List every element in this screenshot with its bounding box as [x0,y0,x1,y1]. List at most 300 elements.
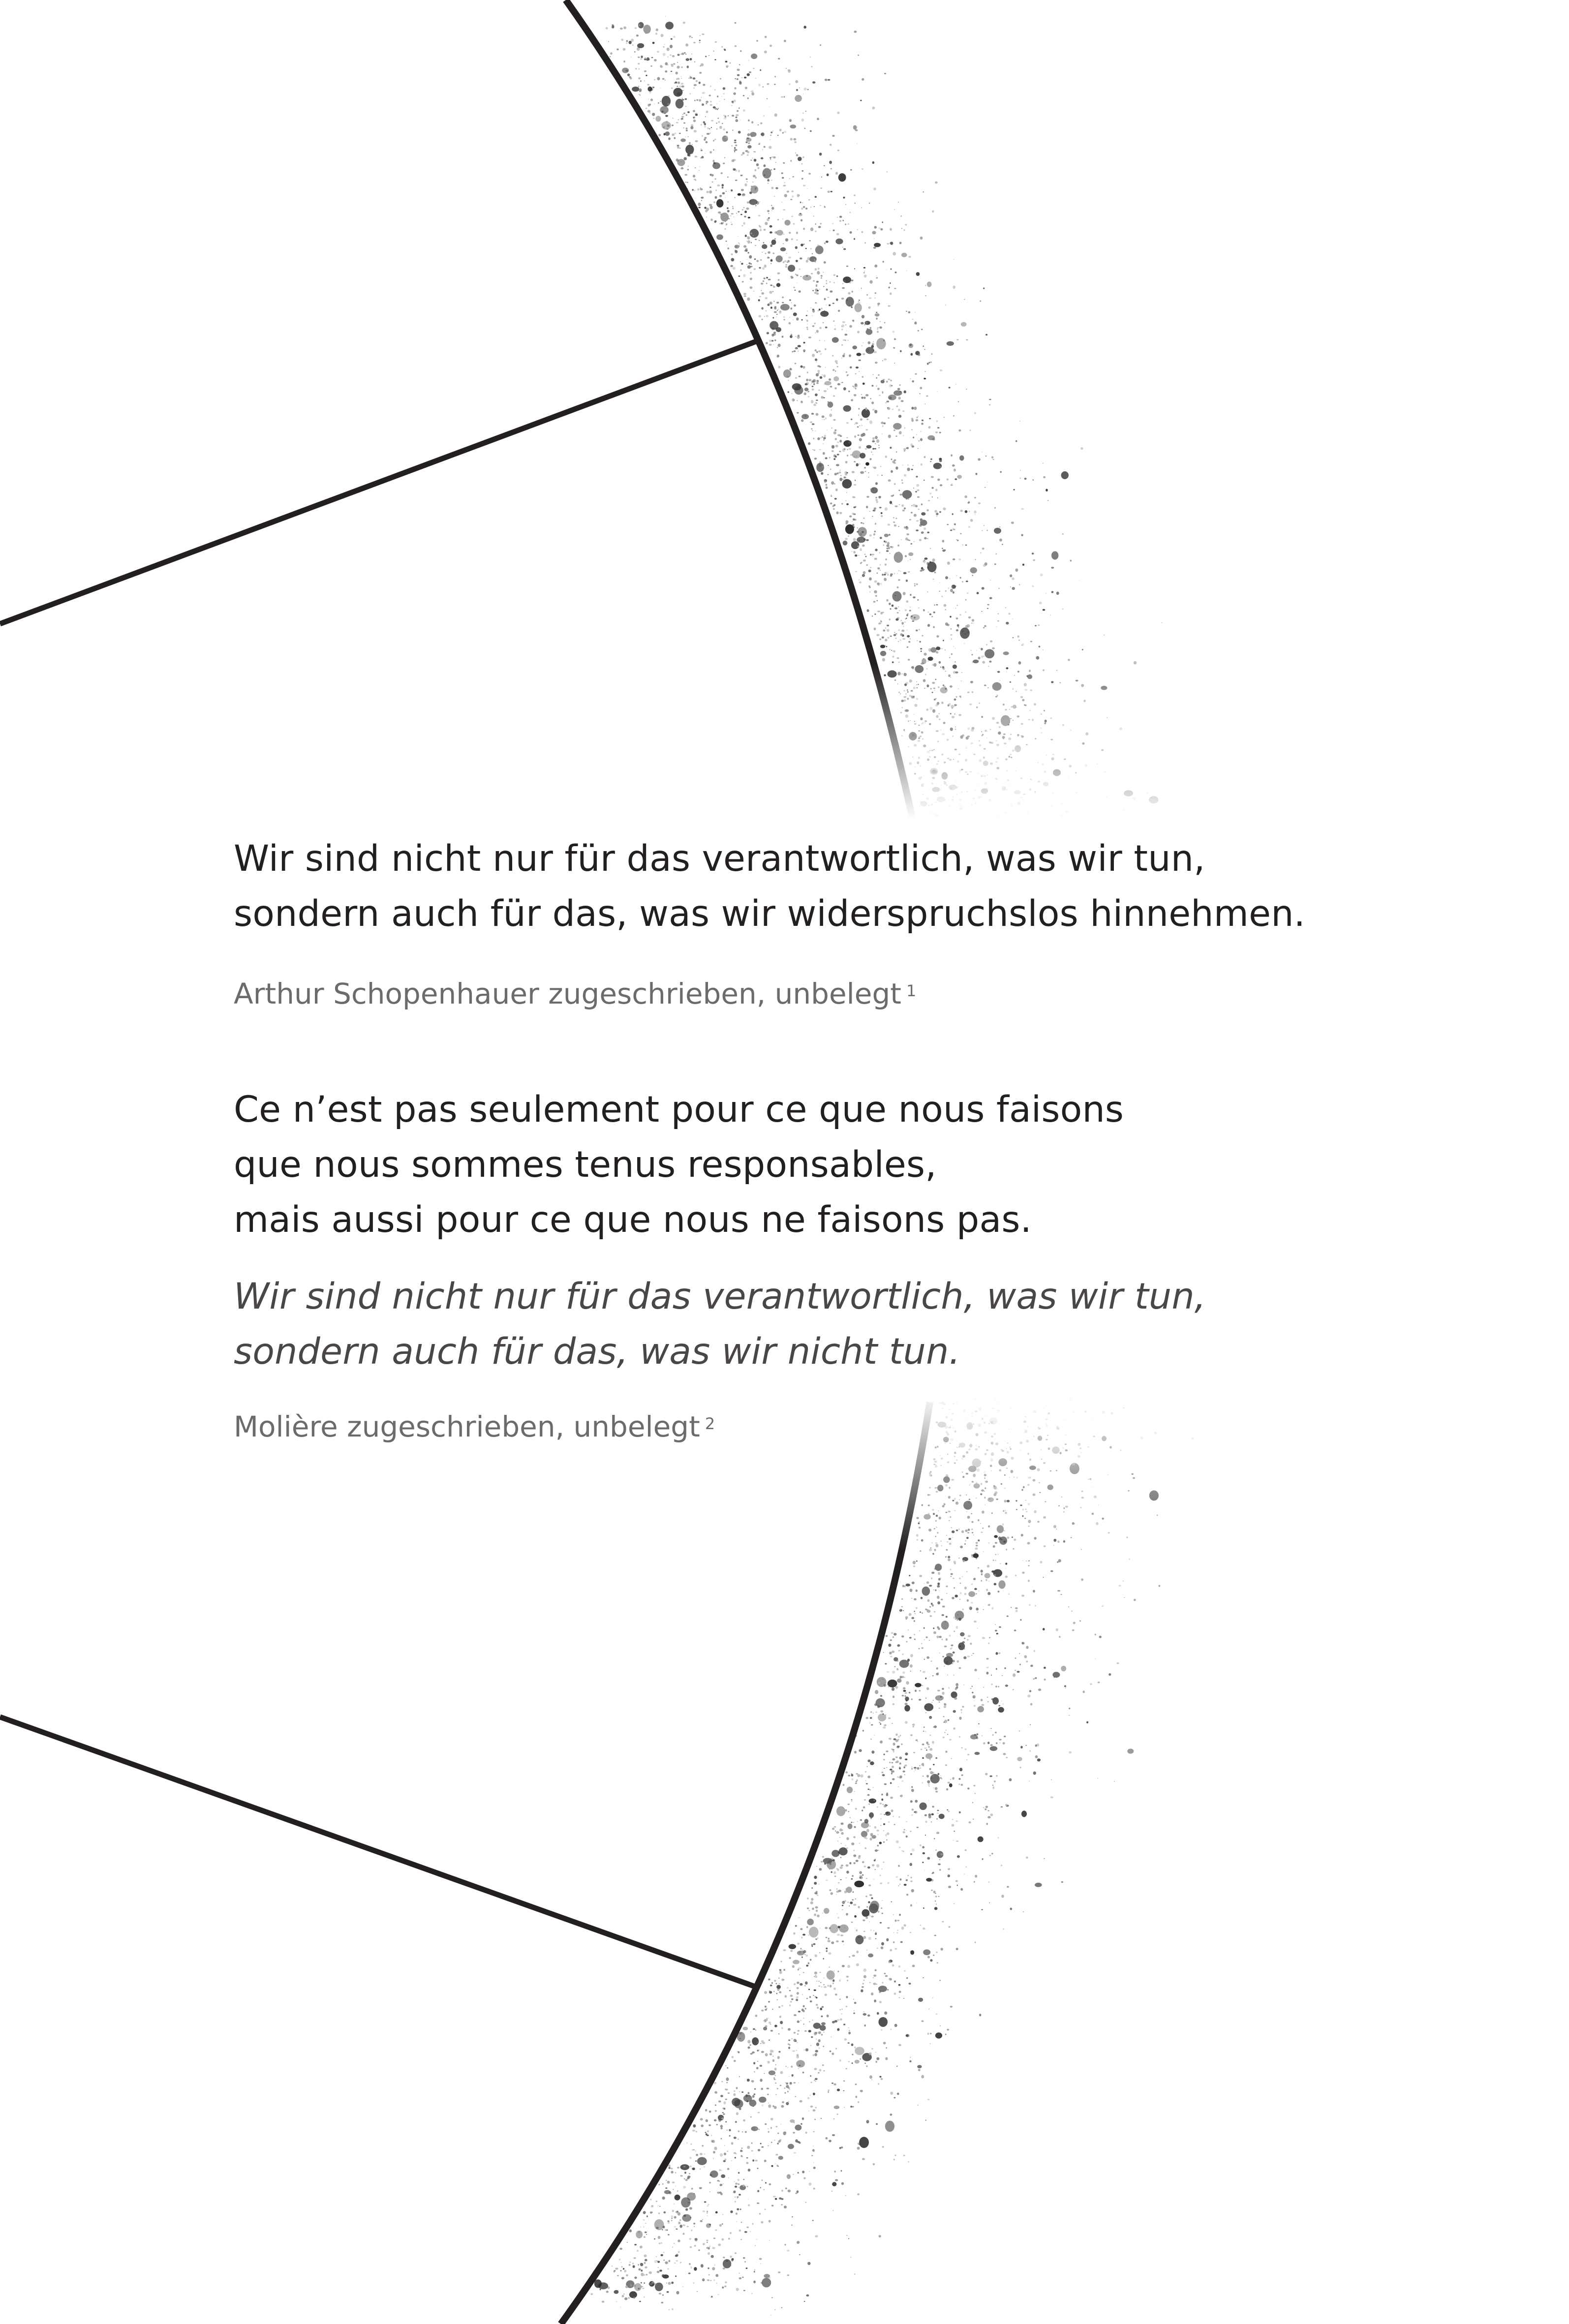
speckle-dot [911,1889,914,1893]
speckle-dot [884,423,886,425]
speckle-dot [922,1846,924,1849]
speckle-dot [732,130,733,131]
speckle-dot [889,618,891,620]
speckle-dot [841,298,844,300]
speckle-dot [950,713,952,714]
speckle-dot [917,489,919,491]
speckle-dot [904,622,906,623]
speckle-dot [643,25,651,33]
speckle-dot [852,345,857,349]
speckle-dot [928,1813,931,1816]
speckle-dot [784,260,787,262]
speckle-dot [702,2219,703,2220]
speckle-dot [1018,661,1021,665]
speckle-dot [820,1982,821,1983]
speckle-dot [856,463,859,466]
speckle-dot [1058,1559,1061,1562]
speckle-dot [892,504,893,505]
speckle-dot [914,1767,917,1769]
speckle-dot [843,541,848,546]
speckle-dot [851,1922,853,1923]
speckle-dot [971,1602,973,1604]
speckle-dot [707,2205,708,2207]
speckle-dot [902,1660,904,1662]
speckle-dot [708,2252,710,2255]
speckle-dot [650,2283,653,2285]
speckle-dot [848,391,850,393]
speckle-dot [918,757,920,759]
speckle-dot [898,397,901,399]
speckle-dot [907,613,909,614]
speckle-dot [904,474,907,477]
speckle-dot [880,1883,882,1884]
speckle-dot [875,595,877,597]
speckle-dot [1127,1749,1134,1754]
speckle-dot [914,541,915,542]
speckle-dot [719,2170,721,2171]
speckle-dot [757,2042,758,2043]
speckle-dot [901,700,904,702]
speckle-dot [979,740,980,742]
speckle-dot [1011,706,1013,707]
speckle-dot [846,2235,848,2236]
speckle-dot [699,99,701,102]
speckle-dot [899,504,900,505]
speckle-dot [643,2274,646,2276]
speckle-dot [902,1653,904,1655]
speckle-dot [1005,1804,1007,1806]
speckle-dot [1161,622,1162,623]
speckle-dot [874,448,877,450]
speckle-dot [951,1576,952,1577]
speckle-dot [694,100,696,101]
speckle-dot [1005,1667,1006,1669]
speckle-dot [848,223,849,224]
speckle-dot [984,730,987,732]
speckle-dot [761,283,763,285]
speckle-dot [852,451,861,459]
speckle-dot [828,401,833,407]
speckle-dot [638,68,640,69]
speckle-dot [889,603,891,605]
speckle-dot [925,403,926,404]
speckle-dot [654,2219,664,2230]
speckle-dot [935,679,937,680]
speckle-dot [988,1604,990,1606]
speckle-dot [852,471,855,473]
speckle-dot [923,1514,930,1520]
speckle-dot [692,2130,695,2132]
speckle-dot [945,1416,948,1419]
speckle-dot [1027,1542,1030,1544]
speckle-dot [927,532,929,534]
speckle-dot [908,746,909,747]
speckle-dot [910,1863,913,1866]
speckle-dot [949,1926,951,1928]
speckle-dot [857,229,858,230]
speckle-dot [921,651,922,652]
speckle-dot [859,463,861,464]
speckle-dot [887,171,888,173]
speckle-dot [874,1999,876,2002]
speckle-dot [674,2226,676,2228]
speckle-dot [937,497,938,498]
speckle-dot [895,1920,897,1922]
speckle-dot [949,818,951,819]
speckle-dot [762,319,763,320]
speckle-dot [831,1941,834,1944]
speckle-dot [788,2047,790,2049]
speckle-dot [695,2238,697,2241]
speckle-dot [803,342,805,343]
speckle-dot [849,1905,850,1906]
speckle-dot [759,225,760,226]
speckle-dot [629,2291,637,2298]
speckle-dot [1021,1595,1024,1597]
speckle-dot [811,380,814,383]
speckle-dot [937,741,939,742]
speckle-dot [1120,1450,1121,1451]
speckle-dot [734,151,735,152]
speckle-dot [835,456,837,458]
speckle-dot [798,2068,800,2069]
speckle-dot [727,2130,728,2131]
speckle-dot [945,1751,947,1753]
speckle-dot [829,230,830,231]
speckle-dot [1095,1658,1096,1659]
speckle-dot [770,263,771,264]
speckle-dot [739,2230,741,2232]
speckle-dot [760,2143,762,2144]
speckle-dot [991,1452,994,1456]
speckle-dot [953,591,954,594]
speckle-dot [843,353,845,355]
speckle-dot [861,78,864,81]
speckle-dot [668,2309,670,2310]
speckle-dot [673,88,682,97]
speckle-dot [732,102,734,103]
speckle-dot [856,1773,858,1774]
speckle-dot [779,310,782,313]
speckle-dot [913,1561,916,1564]
speckle-dot [823,322,824,323]
speckle-dot [1026,744,1027,745]
speckle-dot [623,2268,624,2270]
speckle-dot [1053,1525,1056,1529]
speckle-dot [919,1527,921,1529]
speckle-dot [817,437,820,440]
speckle-dot [804,388,809,391]
speckle-dot [723,2101,726,2104]
speckle-dot [940,484,943,486]
speckle-dot [693,117,695,119]
speckle-dot [706,2239,708,2241]
speckle-dot [915,373,917,375]
speckle-dot [842,479,852,489]
speckle-dot [865,347,874,354]
speckle-dot [845,1772,848,1774]
speckle-dot [730,2256,732,2258]
speckle-dot [945,609,946,611]
speckle-dot [890,1782,892,1784]
speckle-dot [852,2106,854,2108]
speckle-dot [722,2287,724,2289]
speckle-dot [815,2053,817,2056]
speckle-dot [949,1543,952,1545]
speckle-dot [658,102,659,104]
speckle-dot [725,2121,727,2123]
speckle-dot [814,458,817,459]
speckle-dot [848,1811,849,1812]
speckle-dot [965,759,967,761]
speckle-dot [829,1967,830,1968]
speckle-dot [666,128,669,130]
speckle-dot [894,679,896,681]
speckle-dot [661,34,664,37]
speckle-dot [869,578,872,581]
speckle-dot [984,649,994,659]
speckle-dot [644,2283,645,2284]
speckle-dot [942,1921,944,1923]
speckle-dot [874,1735,875,1736]
speckle-dot [1038,781,1040,783]
speckle-dot [1080,1507,1082,1508]
speckle-dot [869,587,870,588]
speckle-dot [832,355,833,357]
speckle-dot [933,749,935,750]
speckle-dot [870,1905,871,1906]
speckle-dot [854,461,856,462]
speckle-dot [797,2241,800,2244]
speckle-dot [848,535,849,537]
speckle-dot [967,1516,970,1519]
speckle-dot [795,2096,797,2097]
speckle-dot [1011,804,1013,807]
speckle-dot [739,2091,740,2092]
speckle-dot [758,84,761,87]
speckle-dot [893,1738,896,1740]
speckle-dot [1081,1491,1083,1492]
speckle-dot [956,1529,958,1531]
speckle-dot [806,2294,809,2296]
speckle-dot [793,2132,795,2134]
speckle-dot [904,450,905,452]
speckle-dot [676,2291,679,2294]
speckle-dot [958,1529,960,1530]
speckle-dot [741,154,743,155]
speckle-dot [904,526,906,529]
speckle-dot [899,242,902,244]
speckle-dot [831,191,832,192]
speckle-dot [898,662,900,663]
speckle-dot [733,92,736,95]
speckle-dot [1048,1447,1050,1450]
speckle-dot [1081,1452,1082,1453]
speckle-dot [900,1796,901,1797]
speckle-dot [964,495,967,498]
speckle-dot [957,624,959,627]
speckle-dot [733,99,736,102]
speckle-dot [700,2118,703,2120]
speckle-dot [955,384,956,385]
speckle-dot [837,441,839,443]
speckle-dot [936,1636,939,1638]
speckle-dot [938,1510,939,1511]
speckle-dot [982,548,984,550]
speckle-dot [903,1831,905,1833]
speckle-dot [806,1926,808,1928]
speckle-dot [710,104,712,106]
speckle-dot [721,172,723,174]
speckle-dot [918,2105,919,2106]
speckle-dot [947,739,949,741]
speckle-dot [970,519,973,522]
speckle-dot [981,731,982,732]
speckle-dot [796,154,799,156]
speckle-dot [1003,734,1006,735]
speckle-dot [992,1734,994,1736]
speckle-dot [869,1894,872,1896]
speckle-dot [973,660,979,663]
speckle-dot [994,507,996,509]
speckle-dot [933,1891,936,1894]
speckle-dot [803,1972,804,1973]
speckle-dot [882,433,883,434]
speckle-dot [692,144,693,145]
speckle-dot [904,683,907,686]
speckle-dot [831,1980,832,1981]
speckle-dot [847,374,849,376]
speckle-dot [661,2242,663,2244]
speckle-dot [806,1955,808,1957]
speckle-dot [1063,1540,1065,1543]
speckle-dot [751,2293,753,2294]
speckle-dot [875,523,876,524]
speckle-dot [760,69,761,71]
speckle-dot [890,608,891,610]
speckle-dot [737,2196,738,2198]
speckle-dot [742,209,744,211]
speckle-dot [818,1981,820,1982]
speckle-dot [858,408,860,409]
speckle-dot [750,2053,753,2054]
speckle-dot [774,306,776,308]
speckle-dot [937,646,938,647]
speckle-dot [815,2107,817,2109]
speckle-dot [903,1687,906,1690]
speckle-dot [911,1789,914,1792]
speckle-dot [737,110,738,112]
speckle-dot [989,741,991,743]
speckle-dot [854,268,855,270]
speckle-dot [811,1898,813,1901]
speckle-dot [731,145,733,147]
speckle-dot [973,797,975,799]
speckle-dot [862,574,865,577]
speckle-dot [932,1772,934,1774]
speckle-dot [746,138,751,142]
speckle-dot [771,340,773,341]
speckle-dot [846,2068,847,2070]
speckle-dot [915,1683,922,1687]
speckle-dot [1026,1440,1029,1443]
speckle-dot [976,1545,978,1547]
speckle-dot [780,2124,782,2125]
speckle-dot [885,558,887,560]
speckle-dot [727,247,729,249]
speckle-dot [898,641,899,642]
speckle-dot [959,1495,961,1497]
speckle-dot [859,1749,861,1752]
speckle-dot [841,382,842,383]
speckle-dot [1040,818,1042,819]
speckle-dot [929,723,931,725]
speckle-dot [801,419,803,422]
speckle-dot [913,1752,915,1753]
speckle-dot [994,563,996,565]
speckle-dot [807,89,809,91]
speckle-dot [1102,1411,1105,1414]
speckle-dot [904,229,905,231]
speckle-dot [931,1777,933,1779]
speckle-dot [747,151,749,153]
speckle-dot [735,170,737,172]
speckle-dot [770,131,772,133]
speckle-dot [789,84,791,85]
speckle-dot [712,182,713,183]
speckle-dot [893,1941,894,1943]
speckle-dot [890,575,892,577]
speckle-dot [1118,1585,1121,1587]
speckle-dot [931,796,932,797]
speckle-dot [821,1987,822,1988]
speckle-dot [907,447,909,450]
speckle-dot [863,2011,865,2013]
speckle-dot [914,585,916,586]
speckle-dot [992,647,995,649]
speckle-dot [777,219,779,220]
speckle-dot [894,288,896,289]
speckle-dot [959,456,964,461]
speckle-dot [854,194,856,196]
speckle-dot [930,459,932,460]
speckle-dot [759,2258,762,2260]
speckle-dot [755,2029,756,2030]
speckle-dot [750,2116,751,2117]
speckle-dot [946,1788,948,1791]
speckle-dot [945,590,947,592]
speckle-dot [897,684,898,685]
speckle-dot [934,1838,935,1839]
speckle-dot [913,687,916,689]
speckle-dot [894,483,896,485]
speckle-dot [965,771,967,773]
speckle-dot [1043,649,1044,650]
speckle-dot [659,2270,662,2272]
speckle-dot [866,2065,868,2067]
speckle-dot [901,504,904,507]
speckle-dot [955,1683,958,1686]
speckle-dot [965,1748,967,1750]
speckle-dot [928,805,929,806]
speckle-dot [817,245,820,247]
speckle-dot [837,217,838,218]
speckle-dot [926,1656,929,1659]
speckle-dot [779,1991,781,1993]
speckle-dot [975,803,976,804]
speckle-dot [813,2167,816,2169]
speckle-dot [937,1690,940,1692]
